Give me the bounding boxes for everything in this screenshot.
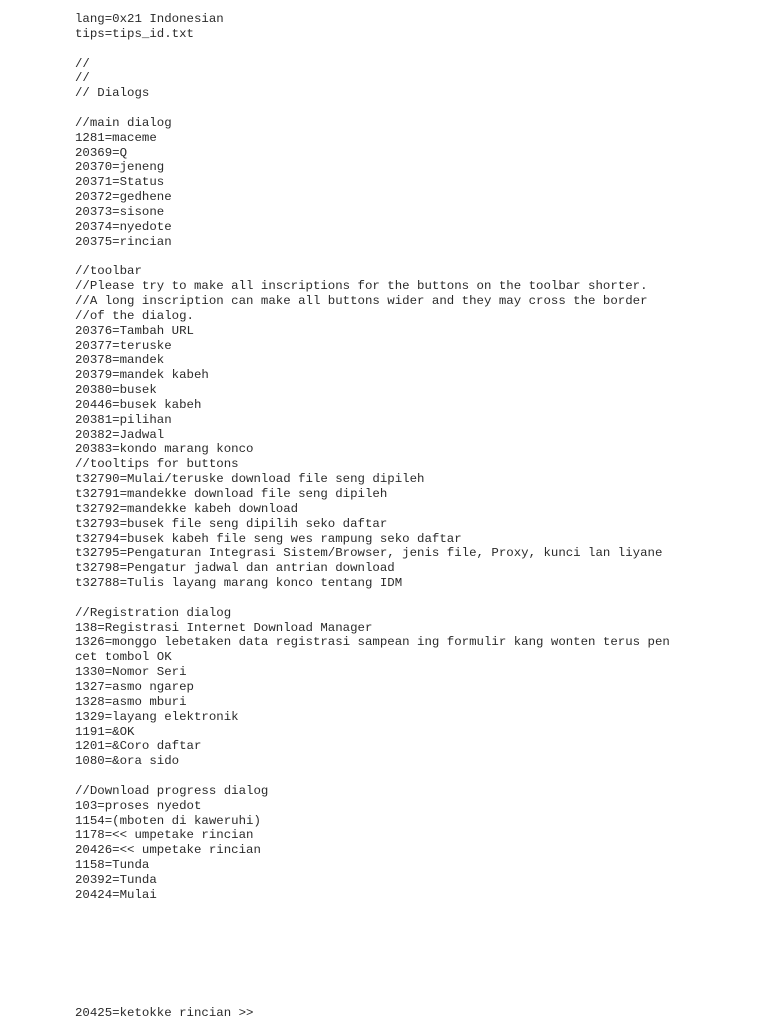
blank-line	[75, 42, 670, 57]
text-line: 20424=Mulai	[75, 887, 157, 902]
text-line: //main dialog	[75, 115, 172, 130]
text-line: 20377=teruske	[75, 338, 172, 353]
document-tail-text	[75, 1006, 253, 1021]
document-text	[75, 12, 670, 903]
text-line: 1154=(mboten di kaweruhi)	[75, 813, 261, 828]
text-line: // Dialogs	[75, 86, 150, 101]
text-line: t32792=mandekke kabeh download	[75, 501, 299, 516]
text-line: 20380=busek	[75, 383, 157, 398]
text-line: 20375=rincian	[75, 234, 172, 249]
text-line: //Please try to make all inscriptions for the buttons on the toolbar shorter.	[75, 279, 648, 294]
text-line: 1329=layang elektronik	[75, 709, 239, 724]
text-line: 20392=Tunda	[75, 872, 157, 887]
text-line: tips=tips_id.txt	[75, 26, 194, 41]
text-line: t32793=busek file seng dipilih seko daftar	[75, 516, 388, 531]
text-line: t32791=mandekke download file seng dipileh	[75, 487, 388, 501]
text-line: t32794=busek kabeh file seng wes rampung seko daftar	[75, 531, 462, 546]
text-line: 103=proses nyedot	[75, 798, 202, 813]
text-line: cet tombol OK	[75, 650, 172, 665]
text-line: 138=Registrasi Internet Download Manager	[75, 620, 373, 635]
text-line: //tooltips for buttons	[75, 457, 239, 472]
text-line: 20425=ketokke rincian >>	[75, 1006, 254, 1020]
text-line: //toolbar	[75, 264, 142, 279]
text-line: 20379=mandek kabeh	[75, 368, 209, 383]
text-line: 20373=sisone	[75, 204, 165, 219]
text-line: 20446=busek kabeh	[75, 397, 202, 412]
text-line: 20369=Q	[75, 145, 128, 160]
text-line: 1327=asmo ngarep	[75, 679, 194, 694]
text-line: 1326=monggo lebetaken data registrasi sampean ing formulir kang wonten terus pen	[75, 635, 670, 650]
text-line: //	[75, 71, 90, 86]
text-line: //Registration dialog	[75, 605, 232, 620]
text-line: t32795=Pengaturan Integrasi Sistem/Browser, jenis file, Proxy, kunci lan liyane	[75, 546, 663, 561]
blank-line	[75, 250, 670, 265]
text-line: 1201=&Coro daftar	[75, 739, 202, 754]
text-line: 20370=jeneng	[75, 160, 165, 175]
text-line: 20378=mandek	[75, 353, 165, 368]
text-line: 20382=Jadwal	[75, 427, 165, 442]
text-line: 20372=gedhene	[75, 190, 172, 205]
text-line: //	[75, 56, 90, 71]
text-line: 1080=&ora sido	[75, 754, 180, 769]
text-line: 20376=Tambah URL	[75, 323, 194, 338]
text-line: 20383=kondo marang konco	[75, 442, 254, 457]
text-line: 20381=pilihan	[75, 412, 172, 427]
text-line: 20371=Status	[75, 175, 165, 190]
blank-line	[75, 591, 670, 606]
text-line: t32788=Tulis layang marang konco tentang IDM	[75, 576, 403, 591]
text-line: 1330=Nomor Seri	[75, 665, 187, 680]
text-line: 1158=Tunda	[75, 858, 150, 873]
text-line: t32790=Mulai/teruske download file seng dipileh	[75, 472, 425, 487]
text-line: 20426=<< umpetake rincian	[75, 843, 261, 858]
text-line: t32798=Pengatur jadwal dan antrian download	[75, 561, 395, 576]
text-line: 1178=<< umpetake rincian	[75, 828, 254, 843]
blank-line	[75, 101, 670, 116]
text-line: //Download progress dialog	[75, 783, 269, 798]
text-line: //A long inscription can make all buttons wider and they may cross the border	[75, 294, 648, 309]
blank-line	[75, 769, 670, 784]
text-line: //of the dialog.	[75, 308, 194, 323]
text-line: 1281=maceme	[75, 130, 157, 145]
text-line: 1328=asmo mburi	[75, 694, 187, 709]
text-line: 1191=&OK	[75, 724, 135, 739]
text-line: lang=0x21 Indonesian	[75, 12, 224, 26]
text-line: 20374=nyedote	[75, 219, 172, 234]
